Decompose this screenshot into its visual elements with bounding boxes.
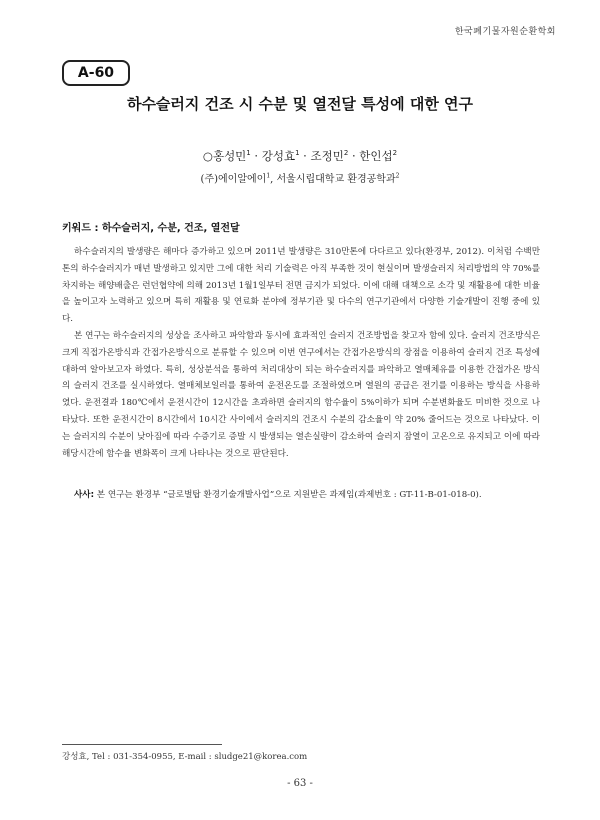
society-name: 한국폐기물자원순환학회 — [454, 27, 556, 37]
keywords-label: 키워드 : — [62, 223, 99, 234]
acknowledgement — [62, 487, 540, 503]
author-separator: · — [299, 149, 311, 163]
footnote-divider — [62, 744, 222, 745]
page-number: - 63 - — [287, 778, 313, 789]
paper-title: 하수슬러지 건조 시 수분 및 열전달 특성에 대한 연구 — [126, 95, 474, 113]
corresponding-author-footnote: 강성효, Tel : 031-354-0955, E-mail : sludge21@korea.com — [62, 752, 308, 762]
affiliation-mark: 1 — [266, 172, 271, 180]
author-separator: · — [348, 149, 360, 163]
affiliation-list — [0, 170, 600, 185]
abstract-code-badge — [62, 60, 130, 86]
affiliation-name: (주)에이알에이 — [200, 174, 267, 185]
affiliation-mark: 2 — [395, 172, 400, 180]
acknowledgement-label: 사사: — [74, 490, 95, 500]
affiliation-name: 서울시립대학교 환경공학과 — [276, 174, 396, 185]
author-affiliation-mark: 2 — [343, 149, 349, 158]
affiliation-separator: , — [270, 174, 277, 185]
keywords-line — [62, 219, 240, 234]
keywords-value: 하수슬러지, 수분, 건조, 열전달 — [101, 223, 240, 234]
author-affiliation-mark: 1 — [246, 149, 251, 158]
author-name: 홍성민 — [212, 149, 247, 163]
abstract-paragraph: 본 연구는 하수슬러지의 성상을 조사하고 파악함과 동시에 효과적인 슬러지 건조방법을 찾고자 함에 있다. 슬러지 건조방식은 크게 직접가온방식과 간접가온방식으로 분류할 수 있으며 이번 연구에서는 간접가온방식의 장점을 이용하여 슬러지 건조 특성에 대하여 알아보고자 하였다. 특히, 성상분석을 통하여 처리대상이 되는 하수슬러지를 파악하고 열매체유를 이용한 간접가온 방식의 슬러지 건조를 실시하였다. 열매체보일러를 통하여 운전온도를 조절하였으며 열원의 공급은 전기를 이용하는 방식을 사용하였다. 운전결과 180℃에서 운전시간이 12시간을 초과하면 슬러지의 함수율이 5%이하가 되며 수분변화율도 미비한 것으로 나타났다. 또한 운전시간이 8시간에서 10시간 사이에서 슬러지의 건조시 수분의 감소율이 약 20% 줄어드는 것으로 나타났다. 이는 슬러지의 수분이 낮아짐에 따라 수증기로 증발 시 발생되는 열손실량이 감소하여 슬러지 잠열이 고온으로 유지되고 이에 따라 해당시간에 함수율 변화폭이 크게 나타나는 것으로 판단된다. — [62, 330, 540, 459]
presenter-mark: ○ — [202, 149, 213, 163]
author-affiliation-mark: 1 — [295, 149, 300, 158]
author-name: 한인섭 — [359, 149, 393, 163]
author-separator: · — [250, 149, 262, 163]
author-affiliation-mark: 2 — [392, 149, 398, 158]
author-list — [0, 148, 600, 164]
acknowledgement-text: 본 연구는 환경부 “글로벌탑 환경기술개발사업”으로 지원받은 과제임(과제번호 : GT-11-B-01-018-0). — [96, 490, 482, 500]
abstract-code: A-60 — [77, 65, 115, 81]
author-name: 강성효 — [261, 149, 296, 163]
author-name: 조정민 — [310, 149, 344, 163]
abstract-paragraph: 하수슬러지의 발생량은 해마다 증가하고 있으며 2011년 발생량은 310만톤에 다다르고 있다(환경부, 2012). 이처럼 수백만톤의 하수슬러지가 매년 발생하고 있지만 그에 대한 처리 기술력은 아직 부족한 것이 현실이며 발생슬러지 처리방법의 약 70%를 차지하는 해양배출은 런던협약에 의해 2013년 1월1일부터 전면 금지가 되었다. 이에 대해 대책으로 소각 및 재활용에 대한 비율을 높이고자 노력하고 있으며 특히 재활용 및 연료화 분야에 정부기관 및 다수의 연구기관에서 다양한 기술개발이 진행 중에 있다. — [62, 247, 540, 325]
abstract-body — [62, 244, 540, 462]
